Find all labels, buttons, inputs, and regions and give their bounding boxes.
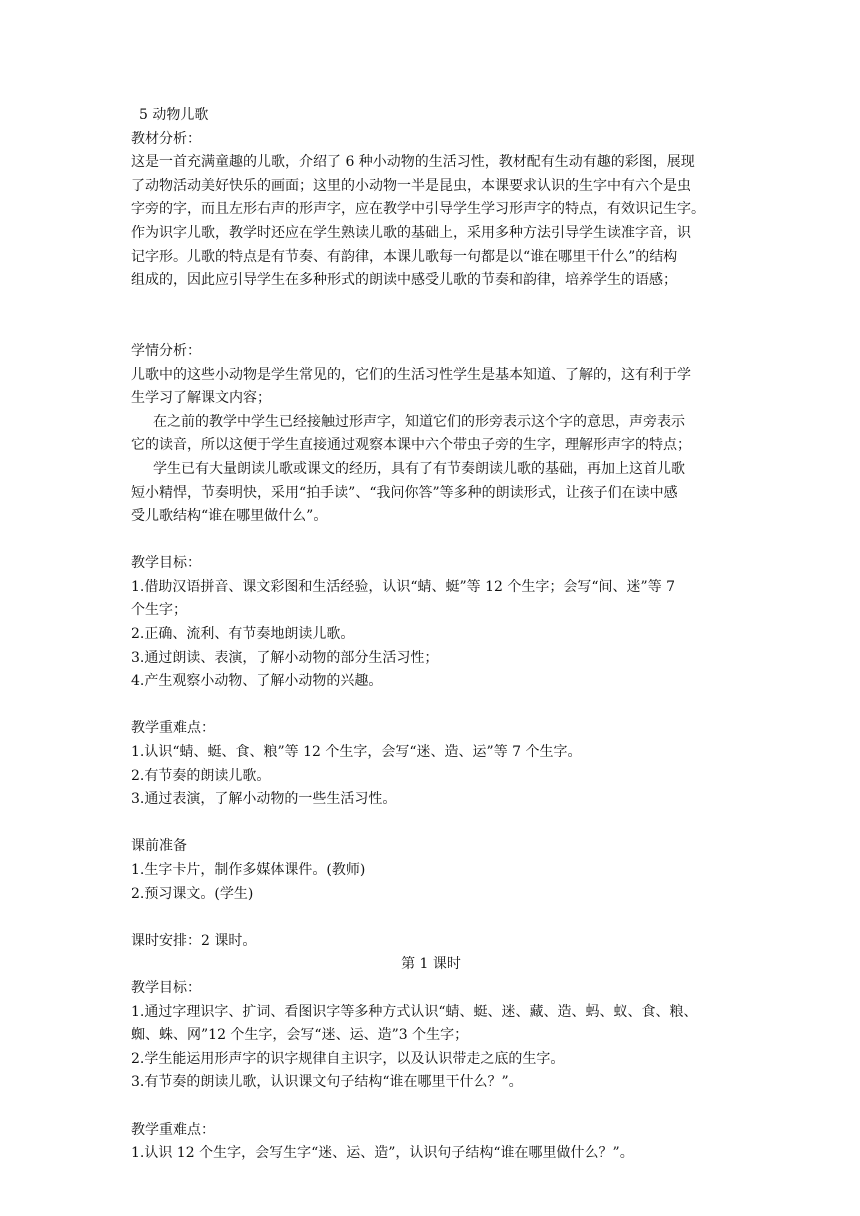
paragraph-spacer	[131, 812, 731, 836]
learner-analysis-line: 受儿歌结构“谁在哪里做什么”。	[131, 508, 328, 525]
paragraph-spacer	[131, 906, 731, 930]
teaching-goal-item: 1.借助汉语拼音、课文彩图和生活经验，认识“蜻、蜓”等 12 个生字；会写“间、迷”等 7	[131, 578, 676, 595]
key-points-heading: 教学重难点：	[131, 720, 215, 737]
lesson-1-key-heading: 教学重难点：	[131, 1121, 215, 1138]
lesson-1-goal-item: 1.通过字理识字、扩词、看图识字等多种方式认识“蜻、蜓、迷、藏、造、蚂、蚁、食、粮、	[131, 1003, 698, 1020]
material-analysis-line: 组成的，因此应引导学生在多种形式的朗读中感受儿歌的节奏和韵律，培养学生的语感；	[131, 272, 677, 289]
paragraph-spacer	[131, 316, 731, 340]
material-analysis-line: 这是一首充满童趣的儿歌，介绍了 6 种小动物的生活习性，教材配有生动有趣的彩图，展现	[131, 154, 695, 171]
teaching-goals-heading: 教学目标：	[131, 555, 201, 572]
lesson-1-key-item: 1.认识 12 个生字，会写生字“迷、运、造”，认识句子结构“谁在哪里做什么？”。	[131, 1145, 634, 1162]
paragraph-spacer	[131, 293, 731, 317]
key-point-item: 3.通过表演，了解小动物的一些生活习性。	[131, 791, 397, 808]
material-analysis-line: 作为识字儿歌，教学时还应在学生熟读儿歌的基础上，采用多种方法引导学生读准字音，识	[131, 224, 691, 241]
learner-analysis-line: 生学习了解课文内容；	[131, 390, 271, 407]
teaching-goal-item: 3.通过朗读、表演，了解小动物的部分生活习性；	[131, 649, 439, 666]
learner-analysis-line: 在之前的教学中学生已经接触过形声字，知道它们的形旁表示这个字的意思，声旁表示	[153, 413, 685, 430]
paragraph-spacer	[131, 1095, 731, 1119]
material-analysis-line: 字旁的字，而且左形右声的形声字，应在教学中引导学生学习形声字的特点，有效识记生字。	[131, 201, 705, 218]
preparation-item: 2.预习课文。(学生)	[131, 885, 254, 902]
schedule-text: 课时安排：2 课时。	[131, 932, 257, 949]
teaching-goal-item: 个生字；	[131, 602, 187, 619]
learner-analysis-line: 儿歌中的这些小动物是学生常见的，它们的生活习性学生是基本知道、了解的，这有利于学	[131, 366, 691, 383]
material-analysis-line: 记字形。儿歌的特点是有节奏、有韵律，本课儿歌每一句都是以“谁在哪里干什么”的结构	[131, 248, 678, 265]
teaching-goal-item: 4.产生观察小动物、了解小动物的兴趣。	[131, 673, 383, 690]
preparation-item: 1.生字卡片，制作多媒体课件。(教师)	[131, 862, 366, 878]
lesson-1-goal-item: 3.有节奏的朗读儿歌，认识课文句子结构“谁在哪里干什么？”。	[131, 1074, 523, 1091]
document-body	[131, 104, 731, 1166]
material-analysis-line: 了动物活动美好快乐的画面；这里的小动物一半是昆虫，本课要求认识的生字中有六个是虫	[131, 177, 691, 194]
teaching-goal-item: 2.正确、流利、有节奏地朗读儿歌。	[131, 626, 355, 643]
learner-analysis-line: 它的读音，所以这便于学生直接通过观察本课中六个带虫子旁的生字，理解形声字的特点；	[131, 437, 691, 454]
material-analysis-heading: 教材分析：	[131, 130, 201, 147]
key-point-item: 1.认识“蜻、蜓、食、粮”等 12 个生字，会写“迷、造、运”等 7 个生字。	[131, 744, 582, 761]
paragraph-spacer	[131, 529, 731, 553]
lesson-title: 5 动物儿歌	[139, 107, 209, 123]
learner-analysis-line: 短小精悍，节奏明快，采用“拍手读”、“我问你答”等多种的朗读形式，让孩子们在读中感	[131, 484, 678, 501]
lesson-1-goals-heading: 教学目标：	[131, 979, 201, 996]
learner-analysis-line: 学生已有大量朗读儿歌或课文的经历，具有了有节奏朗读儿歌的基础，再加上这首儿歌	[153, 460, 685, 477]
preparation-heading: 课前准备	[131, 838, 187, 855]
key-point-item: 2.有节奏的朗读儿歌。	[131, 767, 271, 784]
lesson-1-goal-item: 2.学生能运用形声字的识字规律自主识字，以及认识带走之底的生字。	[131, 1050, 565, 1067]
learner-analysis-heading: 学情分析：	[131, 342, 201, 359]
lesson-1-heading: 第 1 课时	[401, 956, 461, 973]
lesson-1-goal-item: 蜘、蛛、网”12 个生字，会写“迷、运、造”3 个生字；	[131, 1027, 469, 1044]
paragraph-spacer	[131, 694, 731, 718]
